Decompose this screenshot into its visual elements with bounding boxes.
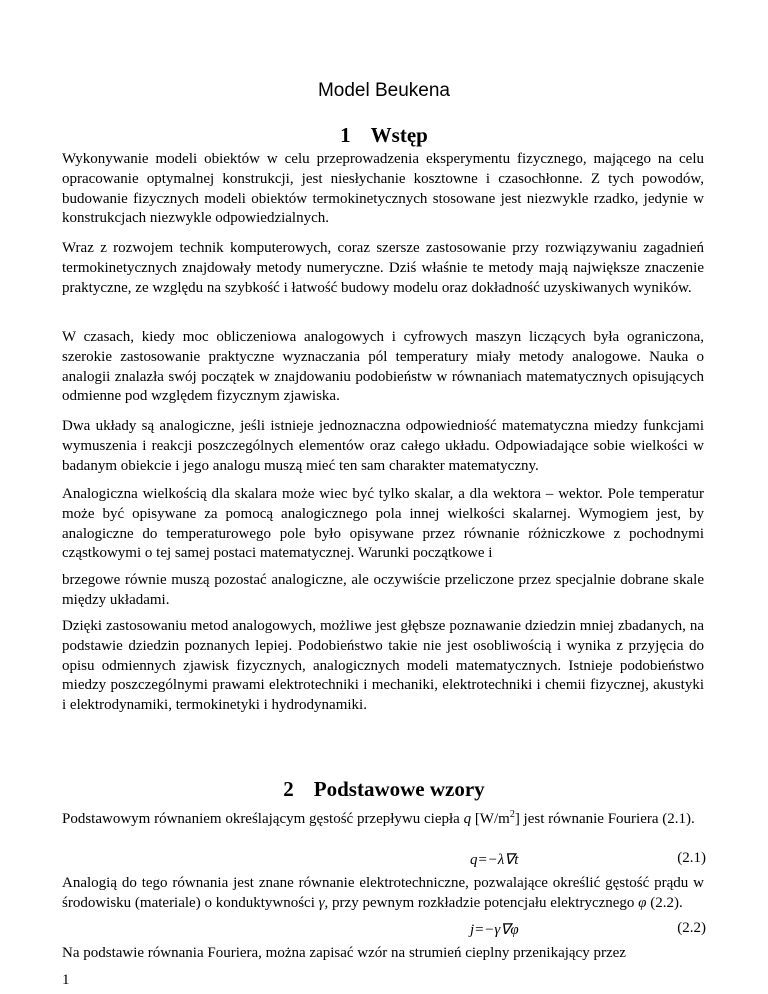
paragraph: Wykonywanie modeli obiektów w celu przeprowadzenia eksperymentu fizycznego, mającego na celu opracowanie optymalnej konstrukcji, jest niesłychanie kosztowne i czasochłonne. Z tych powodów, budowanie fizycznych modeli obiektów termokinetycznych stosowane jest niezwykle rzadko, jedynie w konstrukcjach niezwykle odpowiedzialnych.	[62, 151, 704, 227]
paragraph: Analogią do tego równania jest znane równanie elektrotechniczne, pozwalające określić gęstość prądu w środowisku (materiale) o konduktywności γ, przy pewnym rozkładzie potencjału elektrycznego φ (2.2).	[62, 875, 704, 911]
paragraph: Dzięki zastosowaniu metod analogowych, możliwe jest głębsze poznawanie dziedzin mniej zbadanych, na podstawie dziedzin poznanych lepiej. Podobieństwo takie nie jest osobliwością i wynika z przyjęcia do opisu odmiennych zjawisk fizycznych, analogicznych modeli matematycznych. Istnieje podobieństwo miedzy poszczególnymi prawami elektrotechniki i mechaniki, elektrotechniki i chemii fizycznej, akustyki i elektrodynamiki, termokinetyki i hydrodynamiki.	[62, 618, 704, 714]
section-heading-1	[0, 123, 768, 148]
equation-formula: q=−λ∇t	[470, 852, 519, 868]
document-title: Model Beukena	[317, 80, 451, 101]
equation-number: (2.2)	[677, 920, 706, 936]
section-title: Podstawowe wzory	[313, 777, 485, 801]
section-number: 1	[340, 123, 351, 147]
section-heading-2	[0, 777, 768, 802]
variable-phi: φ	[638, 894, 647, 911]
paragraph: Analogiczna wielkością dla skalara może wiec być tylko skalar, a dla wektora – wektor. Pole temperatur może być opisywane za pomocą analogicznego pola innej wielkości skalarnej. Wymogiem jest, by analogiczne do temperaturowego pole było opisywane przez równanie różniczkowe z pochodnymi cząstkowymi o tej samej postaci matematycznej. Warunki początkowe i	[62, 486, 704, 562]
page-number: 1	[62, 972, 70, 988]
paragraph: Dwa układy są analogiczne, jeśli istnieje jednoznaczna odpowiedniość matematyczna miedzy funkcjami wymuszenia i reakcji poszczególnych elementów oraz całego układu. Odpowiadające sobie wielkości w badanym obiekcie i jego analogu muszą mieć ten sam charakter matematyczny.	[62, 418, 704, 474]
paragraph: Wraz z rozwojem technik komputerowych, coraz szersze zastosowanie przy rozwiązywaniu zagadnień termokinetycznych znajdowały metody numeryczne. Dziś właśnie te metody mają największe znaczenie praktyczne, ze względu na szybkość i łatwość budowy modelu oraz dokładność uzyskiwanych wyników.	[62, 240, 704, 296]
equation-formula: j=−γ∇φ	[470, 922, 519, 938]
equation-number: (2.1)	[677, 850, 706, 866]
section-number: 2	[283, 777, 294, 801]
paragraph: Na podstawie równania Fouriera, można zapisać wzór na strumień cieplny przenikający przez	[62, 945, 626, 961]
paragraph: brzegowe równie muszą pozostać analogiczne, ale oczywiście przeliczone przez specjalnie dobrane skale między układami.	[62, 572, 704, 608]
variable-gamma: γ	[318, 894, 325, 911]
variable-q: q	[463, 811, 472, 827]
paragraph: W czasach, kiedy moc obliczeniowa analogowych i cyfrowych maszyn liczących była ograniczona, szerokie zastosowanie praktyczne wyznaczania pól temperatury miały metody analogowe. Nauka o analogii znalazła swój początek w znajdowaniu podobieństw w równaniach matematycznych opisujących odmienne pod względem fizycznym zjawiska.	[62, 329, 704, 405]
paragraph: Podstawowym równaniem określającym gęstość przepływu ciepła q $[W/m^2]$ jest równanie Fouriera (2.1).	[62, 809, 695, 827]
section-title: Wstęp	[370, 123, 428, 147]
